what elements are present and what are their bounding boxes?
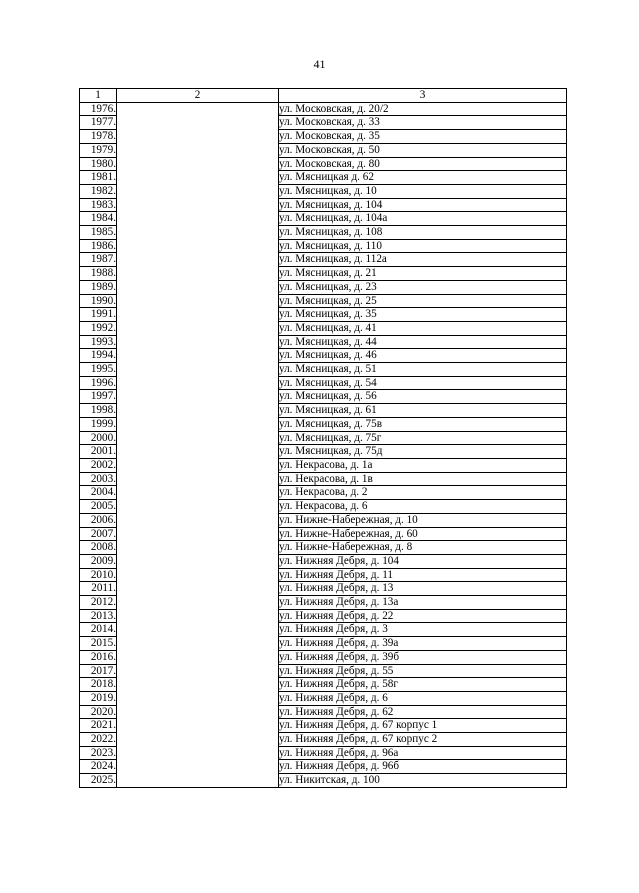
row-number: 1979. [80, 143, 117, 157]
row-number: 1988. [80, 267, 117, 281]
row-address: ул. Мясницкая, д. 61 [279, 404, 567, 418]
table-body [80, 102, 567, 787]
row-number: 2004. [80, 486, 117, 500]
row-address: ул. Мясницкая д. 62 [279, 171, 567, 185]
column-header-name: 2 [117, 89, 279, 103]
row-address: ул. Нижняя Дебря, д. 104 [279, 554, 567, 568]
row-number: 2018. [80, 678, 117, 692]
row-number: 1995. [80, 363, 117, 377]
row-number: 2001. [80, 445, 117, 459]
row-number: 1980. [80, 157, 117, 171]
row-number: 2012. [80, 596, 117, 610]
row-address: ул. Мясницкая, д. 21 [279, 267, 567, 281]
row-address: ул. Нижне-Набережная, д. 8 [279, 541, 567, 555]
row-address: ул. Мясницкая, д. 35 [279, 308, 567, 322]
row-address: ул. Нижняя Дебря, д. 39а [279, 637, 567, 651]
row-number: 2013. [80, 609, 117, 623]
row-number: 2025. [80, 774, 117, 788]
row-address: ул. Некрасова, д. 2 [279, 486, 567, 500]
row-number: 1998. [80, 404, 117, 418]
row-number: 2007. [80, 527, 117, 541]
row-number: 1981. [80, 171, 117, 185]
row-address: ул. Нижняя Дебря, д. 67 корпус 1 [279, 719, 567, 733]
row-number: 1987. [80, 253, 117, 267]
row-number: 1976. [80, 102, 117, 116]
row-number: 1983. [80, 198, 117, 212]
row-number: 2024. [80, 760, 117, 774]
row-number: 1992. [80, 321, 117, 335]
row-address: ул. Нижняя Дебря, д. 11 [279, 568, 567, 582]
row-number: 1985. [80, 226, 117, 240]
row-address: ул. Мясницкая, д. 46 [279, 349, 567, 363]
row-number: 1982. [80, 184, 117, 198]
row-number: 2016. [80, 650, 117, 664]
row-address: ул. Некрасова, д. 1а [279, 458, 567, 472]
row-address: ул. Мясницкая, д. 75в [279, 417, 567, 431]
row-number: 1994. [80, 349, 117, 363]
row-number: 1997. [80, 390, 117, 404]
row-number: 2011. [80, 582, 117, 596]
row-number: 1999. [80, 417, 117, 431]
table-header-row [80, 89, 567, 103]
row-address: ул. Мясницкая, д. 56 [279, 390, 567, 404]
row-number: 1977. [80, 116, 117, 130]
row-number: 2021. [80, 719, 117, 733]
column-2-merged-cell [117, 102, 279, 787]
row-number: 2002. [80, 458, 117, 472]
row-number: 2017. [80, 664, 117, 678]
row-number: 2015. [80, 637, 117, 651]
row-number: 2003. [80, 472, 117, 486]
row-number: 2006. [80, 513, 117, 527]
address-table [79, 88, 567, 788]
column-header-number: 1 [80, 89, 117, 103]
row-address: ул. Нижняя Дебря, д. 3 [279, 623, 567, 637]
row-address: ул. Московская, д. 33 [279, 116, 567, 130]
row-address: ул. Мясницкая, д. 41 [279, 321, 567, 335]
row-number: 2019. [80, 691, 117, 705]
row-number: 2023. [80, 746, 117, 760]
table-row [80, 102, 567, 116]
row-address: ул. Мясницкая, д. 10 [279, 184, 567, 198]
page-number: 41 [313, 57, 326, 71]
column-header-address: 3 [279, 89, 567, 103]
row-address: ул. Нижняя Дебря, д. 13 [279, 582, 567, 596]
row-address: ул. Мясницкая, д. 75д [279, 445, 567, 459]
row-number: 2005. [80, 500, 117, 514]
row-address: ул. Мясницкая, д. 75г [279, 431, 567, 445]
row-address: ул. Мясницкая, д. 54 [279, 376, 567, 390]
row-address: ул. Мясницкая, д. 104а [279, 212, 567, 226]
row-address: ул. Мясницкая, д. 51 [279, 363, 567, 377]
row-number: 2022. [80, 733, 117, 747]
row-number: 2014. [80, 623, 117, 637]
row-address: ул. Нижняя Дебря, д. 6 [279, 691, 567, 705]
row-number: 2008. [80, 541, 117, 555]
row-address: ул. Мясницкая, д. 108 [279, 226, 567, 240]
row-address: ул. Нижняя Дебря, д. 22 [279, 609, 567, 623]
row-number: 1978. [80, 130, 117, 144]
row-address: ул. Некрасова, д. 1в [279, 472, 567, 486]
row-address: ул. Некрасова, д. 6 [279, 500, 567, 514]
row-number: 1990. [80, 294, 117, 308]
row-address: ул. Московская, д. 80 [279, 157, 567, 171]
row-address: ул. Мясницкая, д. 112а [279, 253, 567, 267]
row-number: 1996. [80, 376, 117, 390]
row-address: ул. Нижняя Дебря, д. 58г [279, 678, 567, 692]
row-address: ул. Нижняя Дебря, д. 13а [279, 596, 567, 610]
row-address: ул. Мясницкая, д. 44 [279, 335, 567, 349]
row-number: 2020. [80, 705, 117, 719]
row-address: ул. Мясницкая, д. 110 [279, 239, 567, 253]
row-number: 2010. [80, 568, 117, 582]
row-number: 1986. [80, 239, 117, 253]
row-number: 2009. [80, 554, 117, 568]
row-address: ул. Мясницкая, д. 25 [279, 294, 567, 308]
row-address: ул. Нижне-Набережная, д. 10 [279, 513, 567, 527]
row-address: ул. Нижняя Дебря, д. 55 [279, 664, 567, 678]
row-address: ул. Нижне-Набережная, д. 60 [279, 527, 567, 541]
row-address: ул. Нижняя Дебря, д. 62 [279, 705, 567, 719]
row-number: 2000. [80, 431, 117, 445]
row-address: ул. Никитская, д. 100 [279, 774, 567, 788]
row-number: 1984. [80, 212, 117, 226]
row-address: ул. Мясницкая, д. 23 [279, 280, 567, 294]
row-address: ул. Московская, д. 35 [279, 130, 567, 144]
row-number: 1991. [80, 308, 117, 322]
row-number: 1989. [80, 280, 117, 294]
row-address: ул. Мясницкая, д. 104 [279, 198, 567, 212]
row-address: ул. Нижняя Дебря, д. 67 корпус 2 [279, 733, 567, 747]
row-address: ул. Московская, д. 20/2 [279, 102, 567, 116]
row-address: ул. Московская, д. 50 [279, 143, 567, 157]
row-address: ул. Нижняя Дебря, д. 39б [279, 650, 567, 664]
row-number: 1993. [80, 335, 117, 349]
row-address: ул. Нижняя Дебря, д. 96б [279, 760, 567, 774]
row-address: ул. Нижняя Дебря, д. 96а [279, 746, 567, 760]
